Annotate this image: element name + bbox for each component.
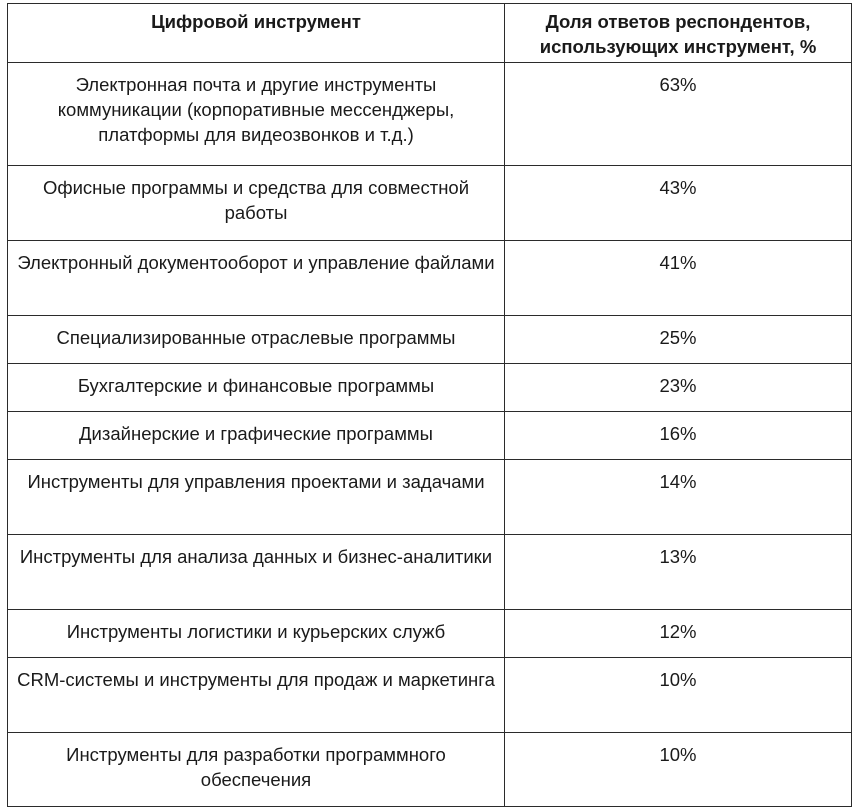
table-row [8, 316, 852, 364]
share-cell: 10% [505, 733, 852, 807]
header-tool: Цифровой инструмент [8, 4, 505, 63]
share-cell: 14% [505, 460, 852, 535]
table-row [8, 460, 852, 535]
tool-cell: CRM-системы и инструменты для продаж и маркетинга [8, 658, 505, 733]
share-cell: 16% [505, 412, 852, 460]
share-cell: 25% [505, 316, 852, 364]
table-row [8, 241, 852, 316]
share-cell: 23% [505, 364, 852, 412]
share-cell: 12% [505, 610, 852, 658]
tool-cell: Электронная почта и другие инструменты коммуникации (корпоративные мессенджеры, платформы для видеозвонков и т.д.) [8, 63, 505, 166]
tool-cell: Офисные программы и средства для совместной работы [8, 166, 505, 241]
tool-cell: Инструменты для анализа данных и бизнес-аналитики [8, 535, 505, 610]
tool-cell: Электронный документооборот и управление файлами [8, 241, 505, 316]
tool-cell: Дизайнерские и графические программы [8, 412, 505, 460]
table-row [8, 364, 852, 412]
tool-cell: Инструменты логистики и курьерских служб [8, 610, 505, 658]
table-header-row [8, 4, 852, 63]
table-row [8, 166, 852, 241]
tool-cell: Специализированные отраслевые программы [8, 316, 505, 364]
share-cell: 13% [505, 535, 852, 610]
table-row [8, 63, 852, 166]
survey-table [7, 3, 852, 807]
share-cell: 10% [505, 658, 852, 733]
share-cell: 41% [505, 241, 852, 316]
table-row [8, 733, 852, 807]
table-row [8, 610, 852, 658]
tool-cell: Инструменты для разработки программного обеспечения [8, 733, 505, 807]
table-row [8, 658, 852, 733]
share-cell: 43% [505, 166, 852, 241]
tool-cell: Инструменты для управления проектами и задачами [8, 460, 505, 535]
tool-cell: Бухгалтерские и финансовые программы [8, 364, 505, 412]
share-cell: 63% [505, 63, 852, 166]
table-row [8, 412, 852, 460]
header-share: Доля ответов респондентов, использующих инструмент, % [505, 4, 852, 63]
table-row [8, 535, 852, 610]
